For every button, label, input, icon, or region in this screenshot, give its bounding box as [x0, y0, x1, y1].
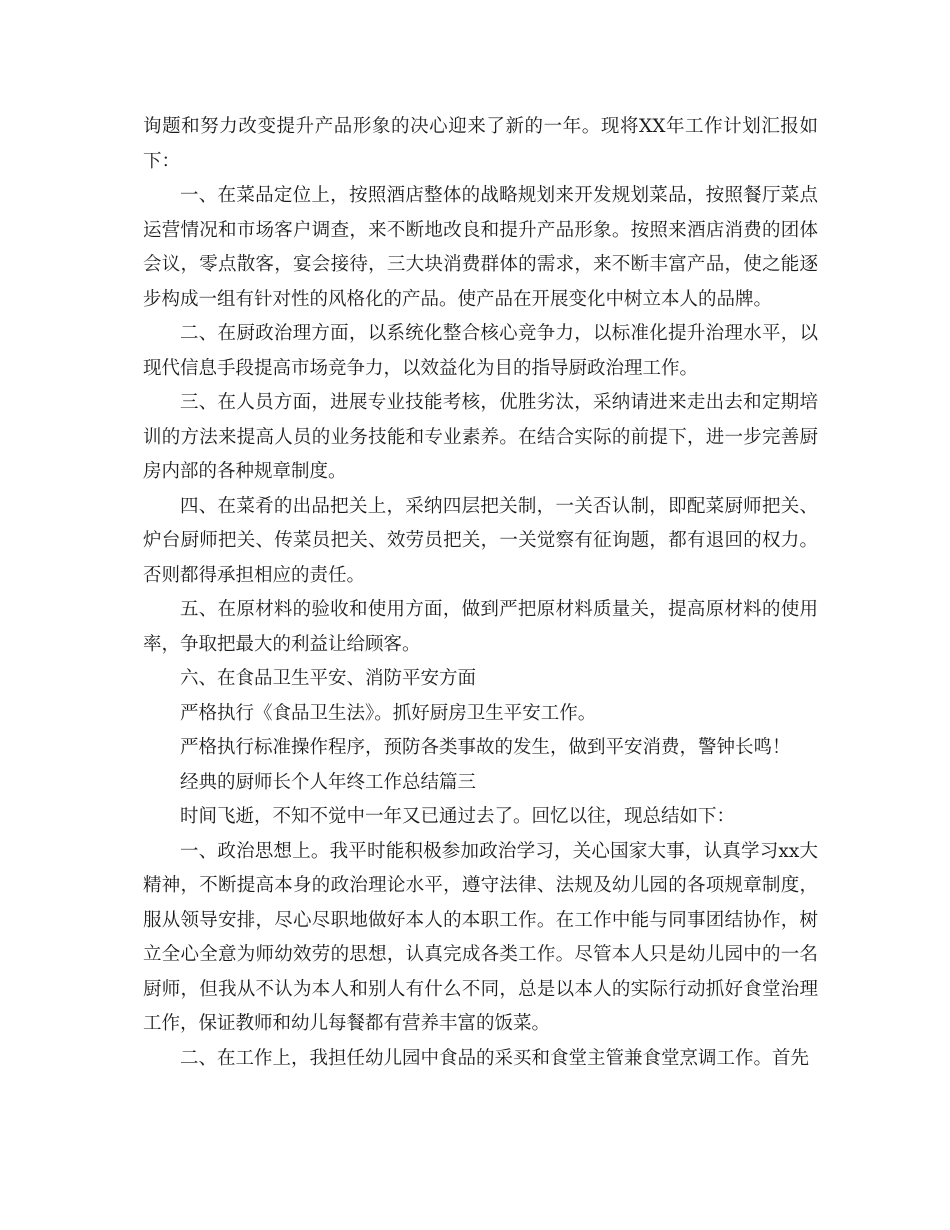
paragraph-summary-intro: 时间飞逝，不知不觉中一年又已通过去了。回忆以往，现总结如下：: [180, 806, 736, 827]
paragraph-dish-positioning: 一、在菜品定位上，按照酒店整体的战略规划来开发规划菜品，按照餐厅菜点运营情况和市场客户调查，来不断地改良和提升产品形象。按照来酒店消费的团体会议，零点散客，宴会接待，三大块消费群体的需求，来不断丰富产品，使之能逐步构成一组有针对性的风格化的产品。使产品在开展变化中树立本人的品牌。: [143, 185, 818, 310]
paragraph-safety-heading: 六、在食品卫生平安、消防平安方面: [180, 668, 477, 689]
paragraph-intro: 询题和努力改变提升产品形象的决心迎来了新的一年。现将XX年工作计划汇报如下：: [143, 116, 818, 172]
document-body: [143, 110, 818, 1076]
paragraph-procedures: 严格执行标准操作程序，预防各类事故的发生，做到平安消费，警钟长鸣！: [180, 737, 791, 758]
paragraph-personnel: 三、在人员方面，进展专业技能考核，优胜劣汰，采纳请进来走出去和定期培训的方法来提高人员的业务技能和专业素养。在结合实际的前提下，进一步完善厨房内部的各种规章制度。: [143, 392, 818, 482]
paragraph-quality-control: 四、在菜肴的出品把关上，采纳四层把关制，一关否认制，即配菜厨师把关、炉台厨师把关、传菜员把关、效劳员把关，一关觉察有征询题，都有退回的权力。否则都得承担相应的责任。: [143, 495, 818, 586]
section-title: 经典的厨师长个人年终工作总结篇三: [180, 771, 477, 793]
paragraph-food-law: 严格执行《食品卫生法》。抓好厨房卫生平安工作。: [180, 702, 597, 724]
paragraph-kitchen-management: 二、在厨政治理方面，以系统化整合核心竞争力，以标准化提升治理水平，以现代信息手段提高市场竞争力，以效益化为目的指导厨政治理工作。: [143, 323, 818, 379]
paragraph-raw-materials: 五、在原材料的验收和使用方面，做到严把原材料质量关，提高原材料的使用率，争取把最大的利益让给顾客。: [143, 599, 818, 655]
paragraph-political-thought: 一、政治思想上。我平时能积极参加政治学习，关心国家大事，认真学习xx大精神，不断提高本身的政治理论水平，遵守法律、法规及幼儿园的各项规章制度，服从领导安排，尽心尽职地做好本人的本职工作。在工作中能与同事团结协作，树立全心全意为师幼效劳的思想，认真完成各类工作。尽管本人只是幼儿园中的一名厨师，但我从不认为本人和别人有什么不同，总是以本人的实际行动抓好食堂治理工作，保证教师和幼儿每餐都有营养丰富的饭菜。: [143, 840, 818, 1034]
paragraph-work: 二、在工作上，我担任幼儿园中食品的采买和食堂主管兼食堂烹调工作。首先: [180, 1047, 810, 1069]
